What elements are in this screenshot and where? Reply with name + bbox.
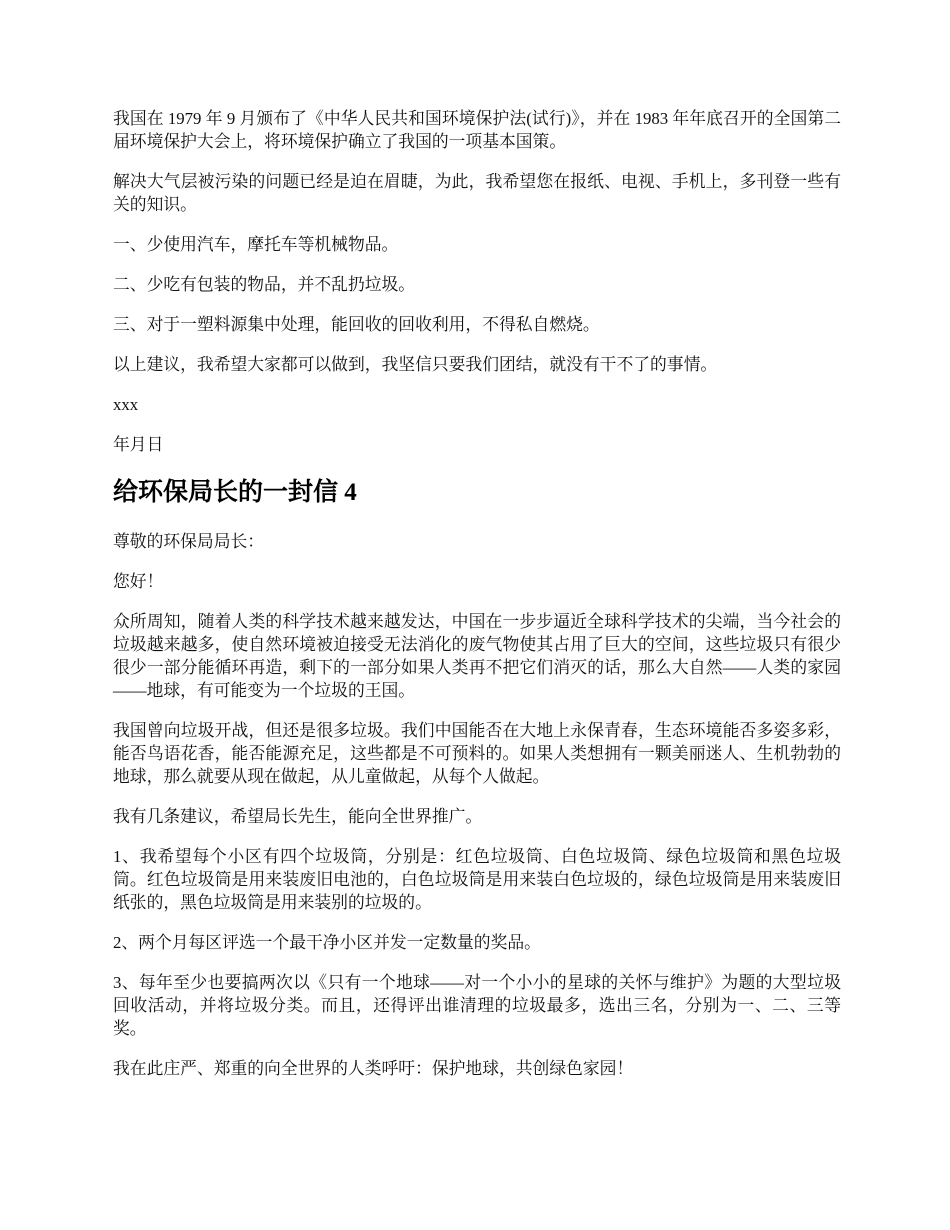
letter-title: 给环保局长的一封信 4 — [113, 479, 357, 506]
date-line: 年月日 — [113, 435, 164, 454]
paragraph-closing: 以上建议，我希望大家都可以做到，我坚信只要我们团结，就没有干不了的事情。 — [113, 355, 718, 374]
letter-suggestion-1: 1、我希望每个小区有四个垃圾筒，分别是：红色垃圾筒、白色垃圾筒、绿色垃圾筒和黑色垃圾筒。红色垃圾筒是用来装废旧电池的，白色垃圾筒是用来装白色垃圾的，绿色垃圾筒是用来装废旧纸张的，黑色垃圾筒是用来装别的垃圾的。 — [113, 847, 841, 912]
paragraph-air-pollution: 解决大气层被污染的问题已经是迫在眉睫，为此，我希望您在报纸、电视、手机上，多刊登一些有关的知识。 — [113, 172, 841, 214]
letter-suggestion-2: 2、两个月每区评选一个最干净小区并发一定数量的奖品。 — [113, 933, 541, 952]
letter-appeal: 我在此庄严、郑重的向全世界的人类呼吁：保护地球，共创绿色家园！ — [113, 1059, 634, 1078]
signature: xxx — [113, 395, 139, 414]
letter-paragraph-suggestions-intro: 我有几条建议，希望局长先生，能向全世界推广。 — [113, 807, 483, 826]
letter-paragraph-intro: 众所周知，随着人类的科学技术越来越发达，中国在一步步逼近全球科学技术的尖端，当今社会的垃圾越来越多，使自然环境被迫接受无法消化的废气物使其占用了巨大的空间，这些垃圾只有很少很少一部分能循环再造，剩下的一部分如果人类再不把它们消灭的话，那么大自然——人类的家园——地球，有可能变为一个垃圾的王国。 — [113, 612, 841, 700]
paragraph-suggestion-1: 一、少使用汽车，摩托车等机械物品。 — [113, 235, 399, 254]
paragraph-suggestion-3: 三、对于一塑料源集中处理，能回收的回收利用，不得私自燃烧。 — [113, 315, 600, 334]
letter-salutation: 尊敬的环保局局长： — [113, 532, 265, 551]
paragraph-environmental-law: 我国在 1979 年 9 月颁布了《中华人民共和国环境保护法(试行)》，并在 1983 年年底召开的全国第二届环境保护大会上，将环境保护确立了我国的一项基本国策。 — [113, 109, 841, 151]
document-page — [113, 107, 841, 1097]
letter-paragraph-war-on-garbage: 我国曾向垃圾开战，但还是很多垃圾。我们中国能否在大地上永保青春，生态环境能否多姿多彩，能否鸟语花香，能否能源充足，这些都是不可预料的。如果人类想拥有一颗美丽迷人、生机勃勃的地球，那么就要从现在做起，从儿童做起，从每个人做起。 — [113, 721, 841, 786]
letter-greeting: 您好！ — [113, 572, 164, 591]
letter-suggestion-3: 3、每年至少也要搞两次以《只有一个地球——对一个小小的星球的关怀与维护》为题的大型垃圾回收活动，并将垃圾分类。而且，还得评出谁清理的垃圾最多，选出三名，分别为一、二、三等奖。 — [113, 973, 841, 1038]
paragraph-suggestion-2: 二、少吃有包装的物品，并不乱扔垃圾。 — [113, 275, 416, 294]
